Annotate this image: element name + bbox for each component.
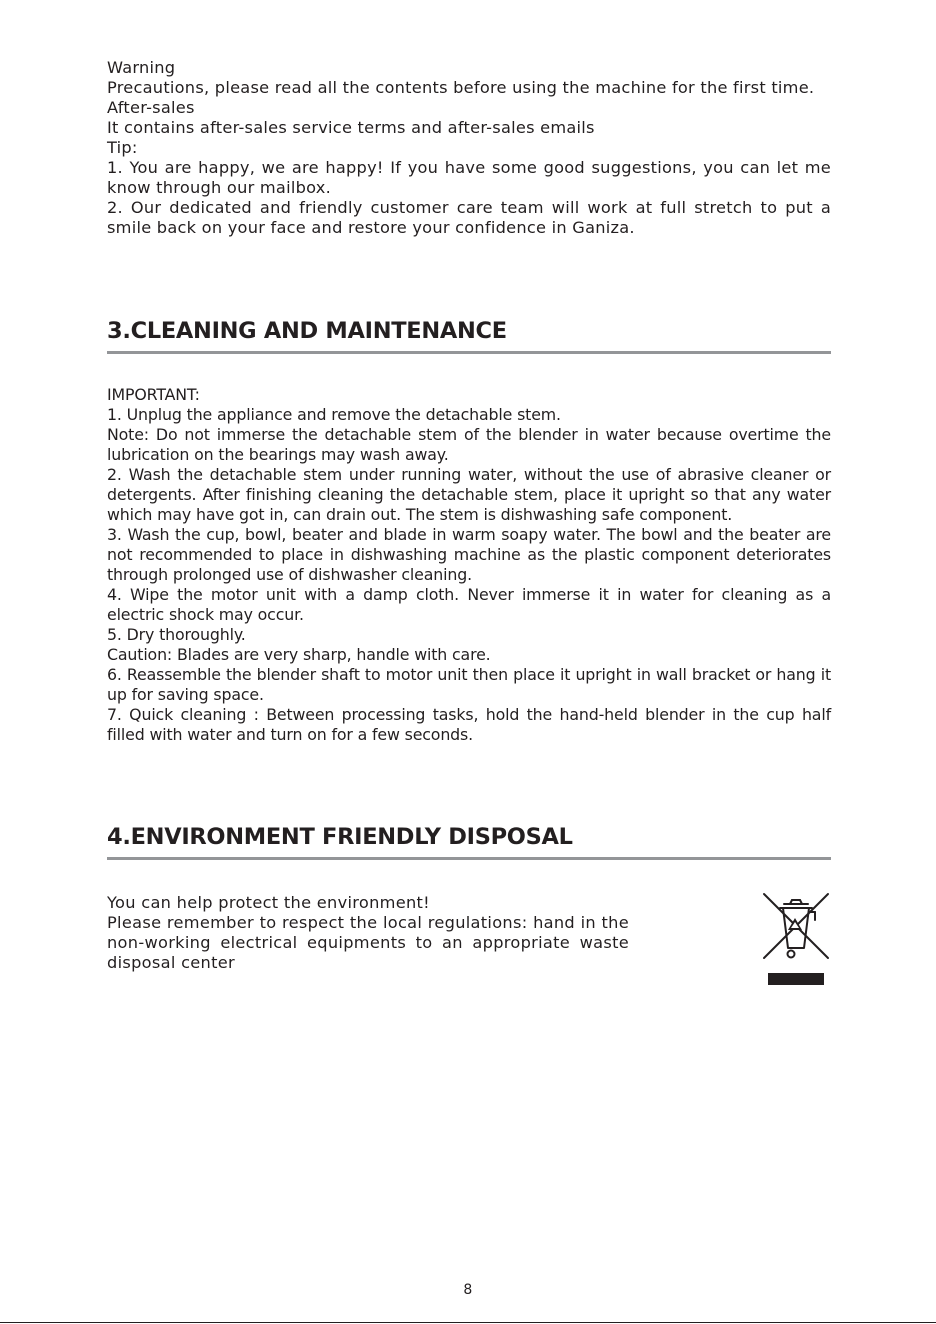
section-3-rule <box>107 351 831 354</box>
tip-item-1: 1. You are happy, we are happy! If you have some good suggestions, you can let me know through our mailbox. <box>107 158 831 197</box>
cleaning-step-1: 1. Unplug the appliance and remove the detachable stem. <box>107 405 561 424</box>
crossed-out-wheelie-bin-icon <box>762 890 830 988</box>
disposal-section <box>107 893 629 973</box>
precautions-text: Precautions, please read all the contents before using the machine for the first time. <box>107 78 815 97</box>
important-label: IMPORTANT: <box>107 385 200 404</box>
page-number: 8 <box>463 1282 473 1298</box>
cleaning-section <box>107 385 831 745</box>
cleaning-step-6: 6. Reassemble the blender shaft to motor unit then place it upright in wall bracket or hang it up for saving space. <box>107 665 831 704</box>
warning-label: Warning <box>107 58 176 77</box>
intro-section <box>107 58 831 238</box>
disposal-text: Please remember to respect the local regulations: hand in the non-working electrical equipments to an appropriate waste disposal center <box>107 913 629 972</box>
cleaning-caution: Caution: Blades are very sharp, handle with care. <box>107 645 491 664</box>
after-sales-label: After-sales <box>107 98 195 117</box>
cleaning-step-7: 7. Quick cleaning : Between processing tasks, hold the hand-held blender in the cup half filled with water and turn on for a few seconds. <box>107 705 831 744</box>
after-sales-text: It contains after-sales service terms and after-sales emails <box>107 118 595 137</box>
cleaning-step-3: 3. Wash the cup, bowl, beater and blade in warm soapy water. The bowl and the beater are not recommended to place in dishwashing machine as the plastic component deteriorates through prolonged use of dishwasher cleaning. <box>107 525 831 584</box>
tip-label: Tip: <box>107 138 138 157</box>
cleaning-step-2: 2. Wash the detachable stem under running water, without the use of abrasive cleaner or detergents. After finishing cleaning the detachable stem, place it upright so that any water which may have got in, can drain out. The stem is dishwashing safe component. <box>107 465 831 524</box>
section-4-heading: 4.ENVIRONMENT FRIENDLY DISPOSAL <box>107 824 573 850</box>
disposal-intro: You can help protect the environment! <box>107 893 430 912</box>
section-4-rule <box>107 857 831 860</box>
cleaning-step-4: 4. Wipe the motor unit with a damp cloth. Never immerse it in water for cleaning as a electric shock may occur. <box>107 585 831 624</box>
cleaning-step-5: 5. Dry thoroughly. <box>107 625 246 644</box>
cleaning-note: Note: Do not immerse the detachable stem of the blender in water because overtime the lubrication on the bearings may wash away. <box>107 425 831 464</box>
bottom-border <box>0 1322 936 1323</box>
section-3-heading: 3.CLEANING AND MAINTENANCE <box>107 318 507 344</box>
tip-item-2: 2. Our dedicated and friendly customer care team will work at full stretch to put a smile back on your face and restore your confidence in Ganiza. <box>107 198 831 237</box>
